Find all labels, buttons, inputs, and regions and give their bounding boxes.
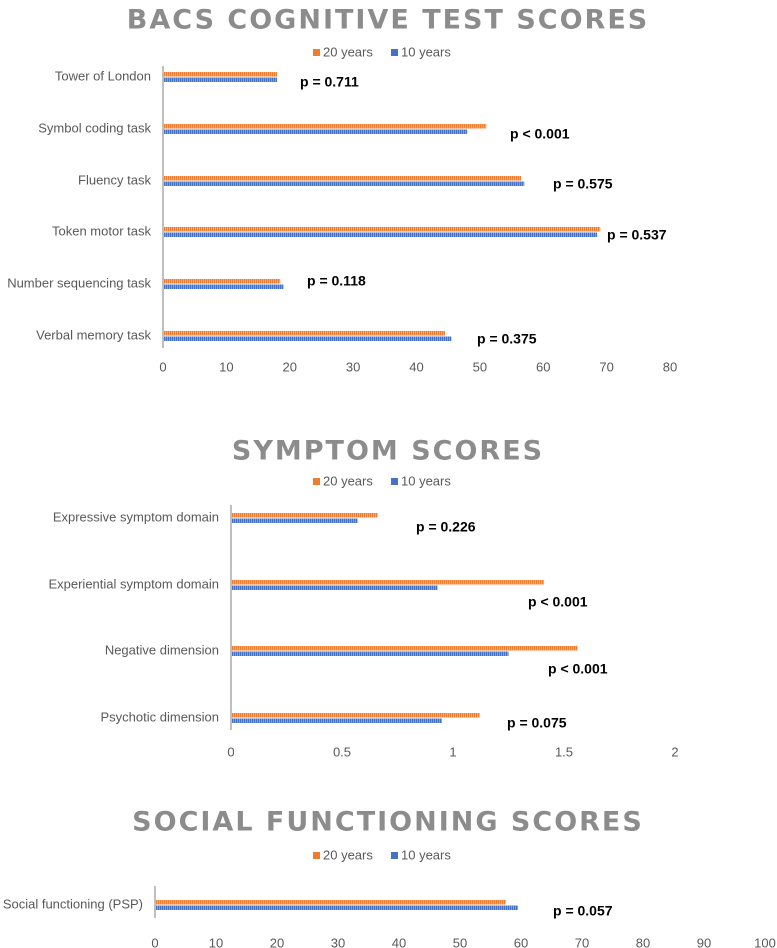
bar-20-years bbox=[164, 72, 277, 77]
x-tick-label: 10 bbox=[208, 935, 224, 948]
legend-label: 10 years bbox=[401, 847, 451, 863]
bar-20-years bbox=[164, 331, 445, 336]
p-value-annotation: p = 0.711 bbox=[300, 73, 359, 90]
category-label: Number sequencing task bbox=[7, 275, 151, 291]
x-tick-label: 40 bbox=[409, 359, 424, 375]
category-label: Expressive symptom domain bbox=[52, 509, 219, 525]
legend-label: 20 years bbox=[323, 847, 373, 863]
bar-20-years bbox=[164, 176, 521, 181]
legend-label: 10 years bbox=[401, 44, 451, 60]
bar-10-years bbox=[164, 285, 283, 290]
x-tick-label: 0 bbox=[227, 744, 235, 760]
p-value-annotation: p < 0.001 bbox=[548, 660, 608, 677]
legend-label: 10 years bbox=[401, 473, 451, 489]
bar-20-years bbox=[164, 279, 280, 284]
legend-label: 20 years bbox=[323, 473, 373, 489]
x-tick-label: 90 bbox=[696, 935, 712, 948]
x-tick-label: 2 bbox=[671, 744, 679, 760]
x-tick-label: 80 bbox=[662, 359, 678, 375]
x-tick-label: 70 bbox=[599, 359, 614, 375]
x-tick-label: 30 bbox=[345, 359, 361, 375]
legend-swatch-20-years bbox=[313, 852, 320, 859]
bar-10-years bbox=[164, 78, 277, 83]
bar-20-years bbox=[232, 580, 544, 585]
bar-10-years bbox=[232, 586, 437, 591]
p-value-annotation: p = 0.226 bbox=[416, 518, 476, 535]
category-label: Experiential symptom domain bbox=[48, 576, 219, 592]
legend-swatch-10-years bbox=[391, 852, 398, 859]
category-label: Negative dimension bbox=[104, 642, 219, 658]
chart-title: SOCIAL FUNCTIONING SCORES bbox=[132, 806, 644, 838]
x-tick-label: 1 bbox=[449, 744, 457, 760]
x-tick-label: 10 bbox=[219, 359, 234, 375]
legend-label: 20 years bbox=[323, 44, 373, 60]
bar-20-years bbox=[156, 900, 506, 905]
x-tick-label: 70 bbox=[574, 935, 590, 948]
legend-swatch-10-years bbox=[391, 478, 398, 485]
bar-10-years bbox=[164, 130, 467, 135]
category-label: Psychotic dimension bbox=[100, 709, 219, 725]
bar-10-years bbox=[232, 519, 358, 524]
x-tick-label: 60 bbox=[513, 935, 529, 948]
bar-10-years bbox=[156, 906, 518, 911]
category-label: Verbal memory task bbox=[36, 327, 151, 343]
legend-swatch-20-years bbox=[313, 49, 320, 56]
bar-10-years bbox=[164, 337, 451, 342]
x-tick-label: 100 bbox=[754, 935, 776, 948]
bar-20-years bbox=[232, 646, 577, 651]
p-value-annotation: p < 0.001 bbox=[528, 593, 588, 610]
bar-20-years bbox=[232, 513, 378, 518]
x-tick-label: 0 bbox=[159, 359, 167, 375]
chart-2 bbox=[48, 436, 678, 760]
p-value-annotation: p = 0.537 bbox=[607, 226, 667, 243]
x-tick-label: 40 bbox=[391, 935, 407, 948]
x-tick-label: 20 bbox=[282, 359, 297, 375]
p-value-annotation: p = 0.075 bbox=[507, 714, 567, 731]
x-tick-label: 30 bbox=[330, 935, 346, 948]
p-value-annotation: p = 0.575 bbox=[553, 175, 613, 192]
x-tick-label: 0 bbox=[151, 935, 159, 948]
category-label: Token motor task bbox=[52, 223, 151, 239]
bar-20-years bbox=[164, 227, 600, 232]
legend-swatch-10-years bbox=[391, 49, 398, 56]
chart-title: BACS COGNITIVE TEST SCORES bbox=[126, 4, 650, 36]
chart-3 bbox=[3, 807, 776, 948]
legend-swatch-20-years bbox=[313, 478, 320, 485]
bar-20-years bbox=[232, 713, 480, 718]
bar-20-years bbox=[164, 124, 486, 129]
category-label: Fluency task bbox=[78, 172, 151, 188]
p-value-annotation: p = 0.057 bbox=[553, 902, 613, 919]
category-label: Tower of London bbox=[54, 68, 151, 84]
category-label: Symbol coding task bbox=[38, 120, 151, 136]
bar-10-years bbox=[232, 652, 509, 657]
bar-10-years bbox=[164, 233, 597, 238]
x-tick-label: 60 bbox=[536, 359, 551, 375]
x-tick-label: 50 bbox=[452, 935, 468, 948]
x-tick-label: 1.5 bbox=[554, 744, 574, 760]
p-value-annotation: p < 0.001 bbox=[510, 125, 570, 142]
x-tick-label: 80 bbox=[635, 935, 651, 948]
chart-1 bbox=[7, 5, 677, 375]
p-value-annotation: p = 0.118 bbox=[307, 272, 366, 289]
category-label: Social functioning (PSP) bbox=[2, 896, 143, 912]
x-tick-label: 0.5 bbox=[332, 744, 352, 760]
p-value-annotation: p = 0.375 bbox=[477, 330, 537, 347]
bar-10-years bbox=[232, 719, 442, 724]
x-tick-label: 50 bbox=[472, 359, 488, 375]
chart-title: SYMPTOM SCORES bbox=[231, 435, 545, 467]
bar-10-years bbox=[164, 182, 524, 187]
x-tick-label: 20 bbox=[269, 935, 285, 948]
